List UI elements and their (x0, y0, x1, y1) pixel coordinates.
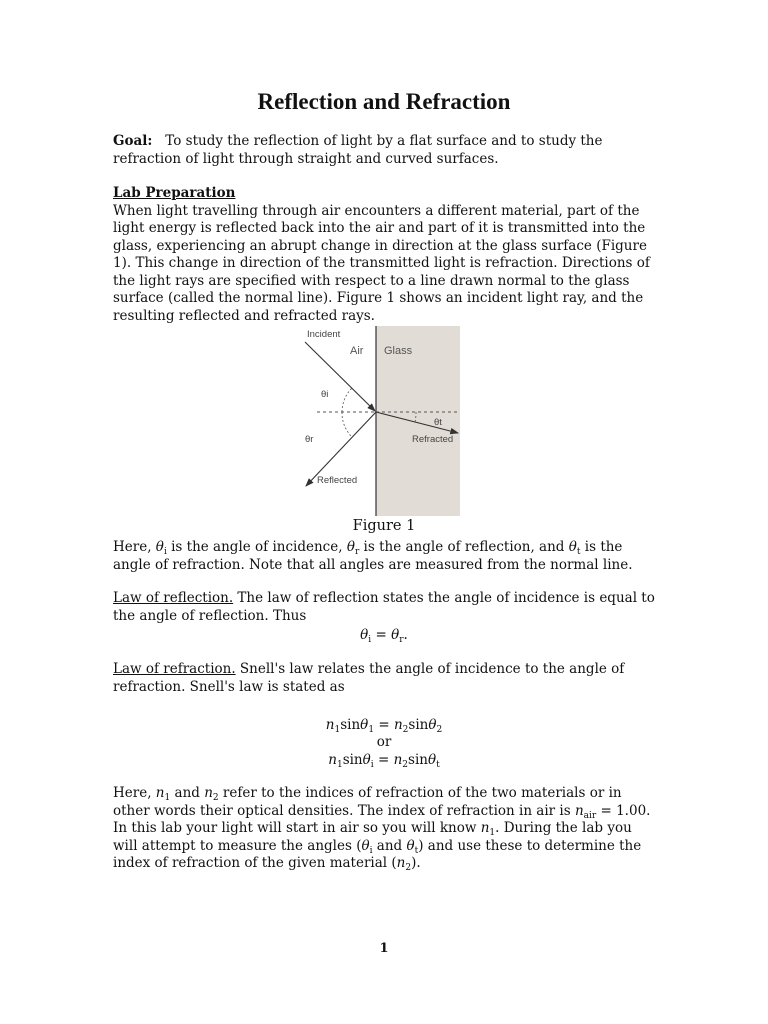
or-text: or (376, 734, 392, 750)
page-number: 1 (379, 941, 389, 956)
incident-ray (305, 342, 375, 411)
lab-preparation-paragraph (113, 185, 658, 325)
theta-i-label: θi (321, 389, 329, 400)
lab-preparation-heading: Lab Preparation (113, 185, 236, 201)
incident-label: Incident (307, 329, 341, 340)
theta-r-label: θr (305, 434, 314, 445)
law-of-reflection-paragraph: Law of reflection. The law of reflection states the angle of incidence is equal to the angle of reflection. Thus (113, 590, 655, 624)
figure-1-caption: Figure 1 (352, 518, 416, 534)
figure-1-diagram (295, 323, 465, 518)
law-of-reflection-heading: Law of reflection. (113, 590, 234, 606)
goal-paragraph: Goal: To study the reflection of light by a flat surface and to study the refraction of light through straight and curved surfaces. (113, 133, 603, 167)
snells-law-equation-2: $n_1\sin\theta_i = n_2\sin\theta_t$ (328, 752, 440, 770)
lab-preparation-text: When light travelling through air encounters a different material, part of the light energy is reflected back into the air and part of it is transmitted into the glass, experiencing an abrupt change in direction at the glass surface (Figure 1). This change in direction of the transmitted light is refraction. Directions of the light rays are specified with respect to a line drawn normal to the glass surface (called the normal line). Figure 1 shows an incident light ray, and the resulting reflected and refracted rays. (113, 202, 650, 324)
angle-arc-incidence (342, 388, 352, 412)
refracted-label: Refracted (412, 434, 454, 445)
law-of-refraction-heading: Law of refraction. (113, 661, 236, 677)
reflection-equation: $\theta_i = \theta_r$. (360, 627, 408, 645)
indices-of-refraction-paragraph: Here, $n_1$ and $n_2$ refer to the indices of refraction of the two materials or in other words their optical densities. The index of refraction in air is $n_{air} = 1.00$. In this lab your light will start in air so you will know $n_1$. During the lab you will attempt to measure the angles ($\theta_i$ and $\theta_t$) and use these to determine the index of refraction of the given material $(n_2)$. (113, 785, 651, 873)
goal-label: Goal (113, 133, 148, 149)
goal-text: To study the reflection of light by a flat surface and to study the refraction of light through straight and curved surfaces. (113, 133, 603, 167)
air-label: Air (350, 345, 364, 357)
theta-t-label: θt (434, 417, 442, 428)
angle-definitions-paragraph: Here, $\theta_i$ is the angle of incidence, $\theta_r$ is the angle of reflection, and $\theta_t$ is the angle of refraction. Note that all angles are measured from the normal line. (113, 539, 633, 573)
angle-arc-reflection (342, 412, 352, 437)
glass-label: Glass (384, 345, 413, 357)
page-title: Reflection and Refraction (257, 89, 511, 114)
law-of-refraction-paragraph: Law of refraction. Snell's law relates the angle of incidence to the angle of refraction. Snell's law is stated as (113, 661, 625, 695)
snells-law-equation-1: $n_1\sin\theta_1 = n_2\sin\theta_2$ (325, 717, 443, 735)
reflected-label: Reflected (317, 475, 358, 486)
